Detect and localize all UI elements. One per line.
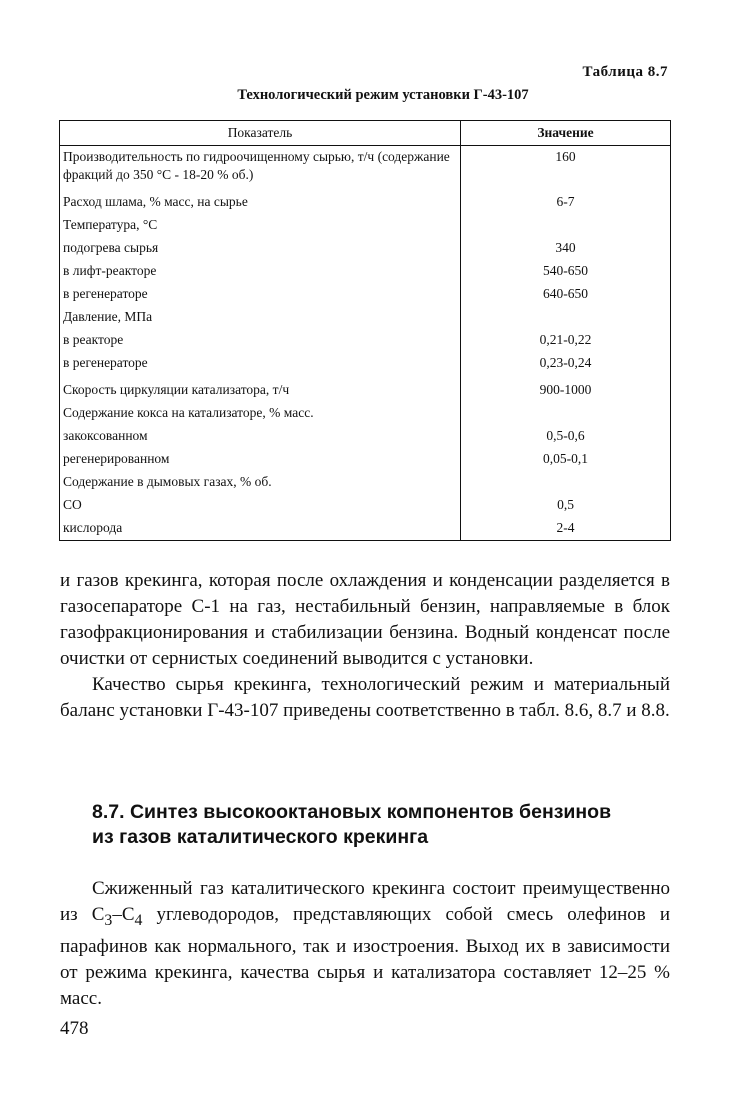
parameter-cell: Производительность по гидроочищенному сырью, т/ч (содержание фракций до 350 °С - 18-20 % об.) — [60, 146, 461, 188]
table-row — [60, 448, 671, 471]
body-text-block — [60, 568, 670, 724]
section-heading-line-2: из газов каталитического крекинга — [92, 826, 429, 848]
table-row — [60, 146, 671, 188]
value-cell — [461, 471, 671, 494]
value-cell: 900-1000 — [461, 375, 671, 402]
table-title: Технологический режим установки Г-43-107 — [237, 87, 529, 103]
table-row — [60, 329, 671, 352]
value-cell: 160 — [461, 146, 671, 188]
parameter-cell: Температура, °С — [60, 214, 461, 237]
table-header-row — [60, 121, 671, 146]
parameter-cell: Скорость циркуляции катализатора, т/ч — [60, 375, 461, 402]
section-body-text — [60, 876, 670, 1012]
column-header-value: Значение — [461, 121, 671, 146]
table-row — [60, 187, 671, 214]
value-cell: 0,5-0,6 — [461, 425, 671, 448]
parameter-cell: Содержание в дымовых газах, % об. — [60, 471, 461, 494]
value-cell: 640-650 — [461, 283, 671, 306]
parameter-cell: регенерированном — [60, 448, 461, 471]
parameter-cell: в регенераторе — [60, 352, 461, 375]
table-row — [60, 517, 671, 541]
paragraph-2: Качество сырья крекинга, технологический режим и материальный баланс установки Г-43-107 приведены соответственно в табл. 8.6, 8.7 и 8.8. — [60, 674, 670, 721]
paragraph-1: и газов крекинга, которая после охлаждения и конденсации разделяется в газосепараторе С-1 на газ, нестабильный бензин, направляемые в блок газофракционирования и стабилизации бензина. Водный конденсат после очистки от сернистых соединений выводится с установки. — [60, 570, 670, 669]
value-cell: 6-7 — [461, 187, 671, 214]
section-heading-line-1: 8.7. Синтез высокооктановых компонентов бензинов — [92, 801, 612, 823]
table-row — [60, 283, 671, 306]
table-row — [60, 237, 671, 260]
table-row — [60, 260, 671, 283]
value-cell — [461, 306, 671, 329]
value-cell: 0,21-0,22 — [461, 329, 671, 352]
value-cell — [461, 214, 671, 237]
value-cell — [461, 402, 671, 425]
table-row — [60, 494, 671, 517]
section-paragraph-dash: –C — [112, 904, 135, 925]
parameter-cell: CO — [60, 494, 461, 517]
value-cell: 340 — [461, 237, 671, 260]
subscript-3: 3 — [104, 911, 113, 929]
parameter-cell: Расход шлама, % масс, на сырье — [60, 187, 461, 214]
table-label: Таблица 8.7 — [582, 64, 668, 80]
table-body — [60, 146, 671, 541]
value-cell: 0,5 — [461, 494, 671, 517]
section-heading — [92, 800, 672, 850]
parameter-cell: в лифт-реакторе — [60, 260, 461, 283]
value-cell: 0,23-0,24 — [461, 352, 671, 375]
table-row — [60, 352, 671, 375]
subscript-4: 4 — [134, 911, 143, 929]
table-row — [60, 402, 671, 425]
parameter-cell: Содержание кокса на катализаторе, % масс. — [60, 402, 461, 425]
table-row — [60, 425, 671, 448]
table-row — [60, 375, 671, 402]
section-paragraph-part-1: Сжиженный газ каталитического крекинга состоит преимущественно из C — [60, 878, 670, 925]
parameter-cell: в реакторе — [60, 329, 461, 352]
process-parameters-table — [59, 120, 671, 541]
value-cell: 0,05-0,1 — [461, 448, 671, 471]
table-row — [60, 214, 671, 237]
parameter-cell: закоксованном — [60, 425, 461, 448]
parameter-cell: Давление, МПа — [60, 306, 461, 329]
column-header-parameter: Показатель — [60, 121, 461, 146]
section-paragraph-part-2: углеводородов, представляющих собой смесь олефинов и парафинов как нормального, так и изостроения. Выход их в зависимости от режима крекинга, качества сырья и катализатора составляет 12–25 % масс. — [60, 904, 670, 1009]
value-cell: 2-4 — [461, 517, 671, 541]
section-paragraph — [60, 876, 670, 1012]
table-row — [60, 306, 671, 329]
page-number: 478 — [60, 1018, 89, 1039]
value-cell: 540-650 — [461, 260, 671, 283]
parameter-cell: кислорода — [60, 517, 461, 541]
parameter-cell: в регенераторе — [60, 283, 461, 306]
parameter-cell: подогрева сырья — [60, 237, 461, 260]
table-row — [60, 471, 671, 494]
